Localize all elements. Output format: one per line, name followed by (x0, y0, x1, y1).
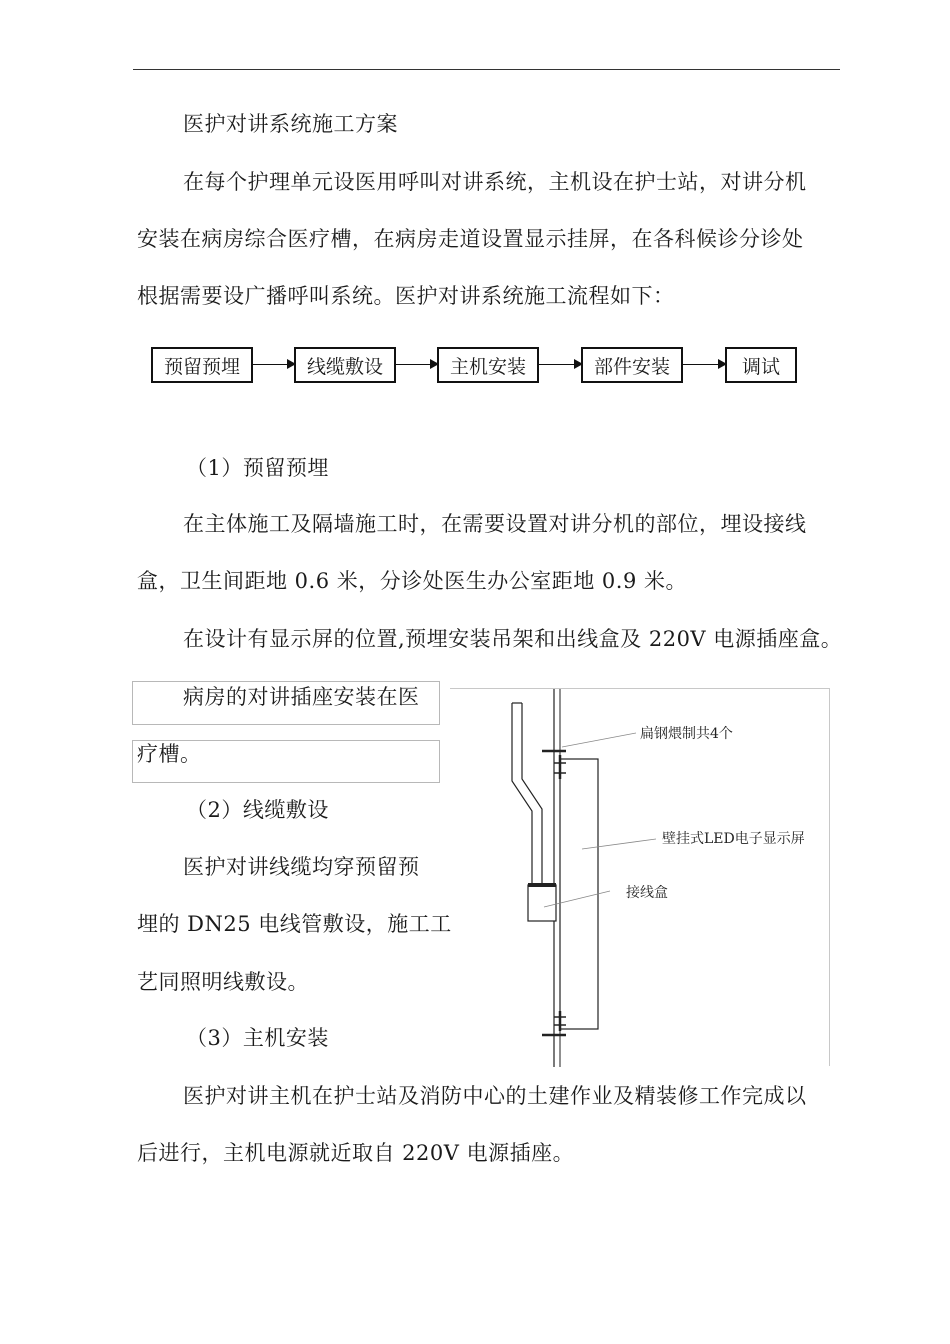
label-bracket: 扁钢煨制共4个 (640, 726, 733, 742)
flow-step-debug: 调试 (725, 347, 797, 383)
junction-box-shape (528, 885, 556, 921)
doc-title: 医护对讲系统施工方案 (183, 112, 398, 136)
flow-arrow (396, 364, 437, 365)
section1-para1-line2: 盒，卫生间距地 0.6 米，分诊处医生办公室距地 0.9 米。 (137, 569, 687, 593)
flow-step-parts-install: 部件安装 (581, 347, 683, 383)
intro-line-1: 在每个护理单元设医用呼叫对讲系统，主机设在护士站，对讲分机 (183, 170, 807, 194)
led-screen-shape (560, 759, 598, 1029)
section2-para-line3: 艺同照明线敷设。 (137, 970, 309, 994)
flow-step-cabling: 线缆敷设 (294, 347, 396, 383)
flow-arrow (683, 364, 725, 365)
flow-step-host-install: 主机安装 (437, 347, 539, 383)
section3-para-line1: 医护对讲主机在护士站及消防中心的土建作业及精装修工作完成以 (183, 1084, 807, 1108)
section1-para3-line1: 病房的对讲插座安装在医 (183, 685, 420, 709)
section1-heading: （1）预留预埋 (186, 456, 329, 480)
section2-para-line2: 埋的 DN25 电线管敷设，施工工 (137, 912, 452, 936)
section1-para1-line1: 在主体施工及隔墙施工时，在需要设置对讲分机的部位，埋设接线 (183, 512, 807, 536)
flow-step-reserve: 预留预埋 (151, 347, 253, 383)
label-junction-box: 接线盒 (626, 885, 668, 901)
section2-para-line1: 医护对讲线缆均穿预留预 (183, 855, 420, 879)
led-screen-installation-diagram (450, 688, 830, 1066)
header-rule (133, 69, 840, 70)
flow-arrow (253, 364, 294, 365)
section3-heading: （3）主机安装 (186, 1026, 329, 1050)
section1-para2: 在设计有显示屏的位置,预埋安装吊架和出线盒及 220V 电源插座盒。 (183, 627, 843, 651)
label-led-screen: 壁挂式LED电子显示屏 (662, 831, 805, 847)
section2-heading: （2）线缆敷设 (186, 798, 329, 822)
intro-line-3: 根据需要设广播呼叫系统。医护对讲系统施工流程如下： (137, 284, 675, 308)
flow-arrow (539, 364, 581, 365)
intro-line-2: 安装在病房综合医疗槽，在病房走道设置显示挂屏，在各科候诊分诊处 (137, 227, 804, 251)
section1-para3-line2: 疗槽。 (137, 742, 202, 766)
leader-line (562, 733, 636, 747)
section3-para-line2: 后进行，主机电源就近取自 220V 电源插座。 (137, 1141, 575, 1165)
